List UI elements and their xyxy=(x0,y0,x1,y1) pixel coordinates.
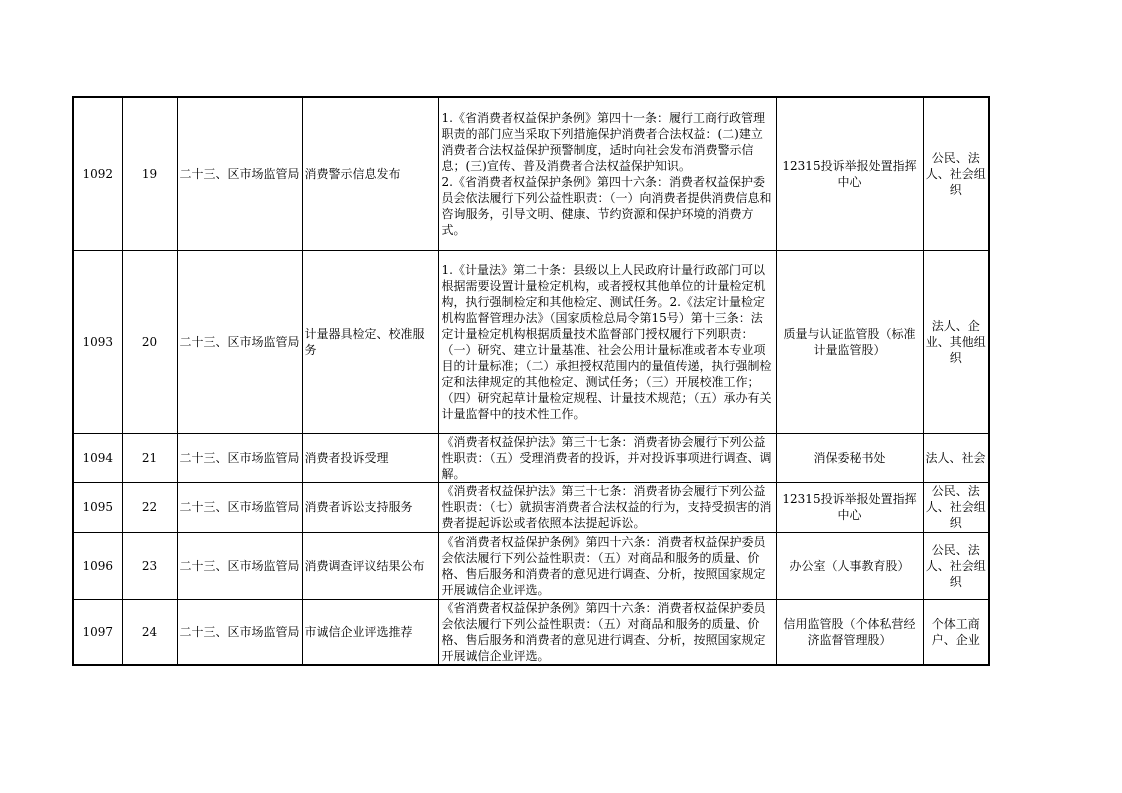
unit-cell: 12315投诉举报处置指挥中心 xyxy=(776,97,923,250)
table-row xyxy=(73,250,989,433)
num-cell: 20 xyxy=(122,250,177,433)
num-cell: 23 xyxy=(122,532,177,599)
dept-cell: 二十三、区市场监管局 xyxy=(177,250,302,433)
seq-cell: 1096 xyxy=(73,532,122,599)
item-cell: 消费调查评议结果公布 xyxy=(302,532,438,599)
item-cell: 消费者投诉受理 xyxy=(302,433,438,482)
basis-text: 《省消费者权益保护条例》第四十六条：消费者权益保护委员会依法履行下列公益性职责：（五）对商品和服务的质量、价格、售后服务和消费者的意见进行调查、分析，按照国家规定开展诚信企业评选。 xyxy=(441,600,766,663)
table-row xyxy=(73,599,989,665)
public-services-table xyxy=(72,96,990,666)
num-cell: 21 xyxy=(122,433,177,482)
unit-cell: 12315投诉举报处置指挥中心 xyxy=(776,482,923,532)
num-cell: 24 xyxy=(122,599,177,665)
services-table-container xyxy=(72,96,988,666)
basis-text: 1.《省消费者权益保护条例》第四十一条：履行工商行政管理职责的部门应当采取下列措施保护消费者合法权益：(二)建立消费者合法权益保护预警制度，适时向社会发布消费警示信息；(三)宣传、普及消费者合法权益保护知识。 2.《省消费者权益保护条例》第四十六条：消费者权益保护委员会依法履行下列公益性职责：（一）向消费者提供消费信息和咨询服务，引导文明、健康、节约资源和保护环境的消费方式。 xyxy=(441,110,772,237)
unit-cell: 办公室（人事教育股） xyxy=(776,532,923,599)
table-row xyxy=(73,532,989,599)
basis-cell xyxy=(438,97,776,250)
table-row xyxy=(73,482,989,532)
basis-text: 《消费者权益保护法》第三十七条：消费者协会履行下列公益性职责：（七）就损害消费者合法权益的行为，支持受损害的消费者提起诉讼或者依照本法提起诉讼。 xyxy=(441,484,772,530)
seq-cell: 1095 xyxy=(73,482,122,532)
item-cell: 计量器具检定、校准服务 xyxy=(302,250,438,433)
target-cell: 法人、企业、其他组织 xyxy=(923,250,989,433)
target-cell: 个体工商户、企业 xyxy=(923,599,989,665)
dept-cell: 二十三、区市场监管局 xyxy=(177,97,302,250)
seq-cell: 1093 xyxy=(73,250,122,433)
num-cell: 19 xyxy=(122,97,177,250)
table-row xyxy=(73,433,989,482)
basis-cell xyxy=(438,599,776,665)
item-cell: 消费警示信息发布 xyxy=(302,97,438,250)
target-cell: 公民、法人、社会组织 xyxy=(923,482,989,532)
unit-cell: 信用监管股（个体私营经济监督管理股） xyxy=(776,599,923,665)
dept-cell: 二十三、区市场监管局 xyxy=(177,532,302,599)
basis-text: 《消费者权益保护法》第三十七条：消费者协会履行下列公益性职责：（五）受理消费者的投诉，并对投诉事项进行调查、调解。 xyxy=(441,434,772,481)
basis-cell xyxy=(438,532,776,599)
num-cell: 22 xyxy=(122,482,177,532)
item-cell: 市诚信企业评选推荐 xyxy=(302,599,438,665)
item-cell: 消费者诉讼支持服务 xyxy=(302,482,438,532)
basis-text: 《省消费者权益保护条例》第四十六条：消费者权益保护委员会依法履行下列公益性职责：（五）对商品和服务的质量、价格、售后服务和消费者的意见进行调查、分析，按照国家规定开展诚信企业评选。 xyxy=(441,534,766,597)
target-cell: 公民、法人、社会组织 xyxy=(923,532,989,599)
dept-cell: 二十三、区市场监管局 xyxy=(177,433,302,482)
basis-cell xyxy=(438,482,776,532)
table-row xyxy=(73,97,989,250)
seq-cell: 1094 xyxy=(73,433,122,482)
dept-cell: 二十三、区市场监管局 xyxy=(177,599,302,665)
basis-text: 1.《计量法》第二十条：县级以上人民政府计量行政部门可以根据需要设置计量检定机构，或者授权其他单位的计量检定机构，执行强制检定和其他检定、测试任务。2.《法定计量检定机构监督管理办法》（国家质检总局令第15号）第十三条：法定计量检定机构根据质量技术监督部门授权履行下列职责：（一）研究、建立计量基准、社会公用计量标准或者本专业项目的计量标准；（二）承担授权范围内的量值传递，执行强制检定和法律规定的其他检定、测试任务；（三）开展校准工作；（四）研究起草计量检定规程、计量技术规范；（五）承办有关计量监督中的技术性工作。 xyxy=(441,262,772,421)
seq-cell: 1092 xyxy=(73,97,122,250)
basis-cell xyxy=(438,250,776,433)
target-cell: 公民、法人、社会组织 xyxy=(923,97,989,250)
unit-cell: 消保委秘书处 xyxy=(776,433,923,482)
unit-cell: 质量与认证监管股（标准计量监管股） xyxy=(776,250,923,433)
dept-cell: 二十三、区市场监管局 xyxy=(177,482,302,532)
target-cell: 法人、社会 xyxy=(923,433,989,482)
basis-cell xyxy=(438,433,776,482)
seq-cell: 1097 xyxy=(73,599,122,665)
